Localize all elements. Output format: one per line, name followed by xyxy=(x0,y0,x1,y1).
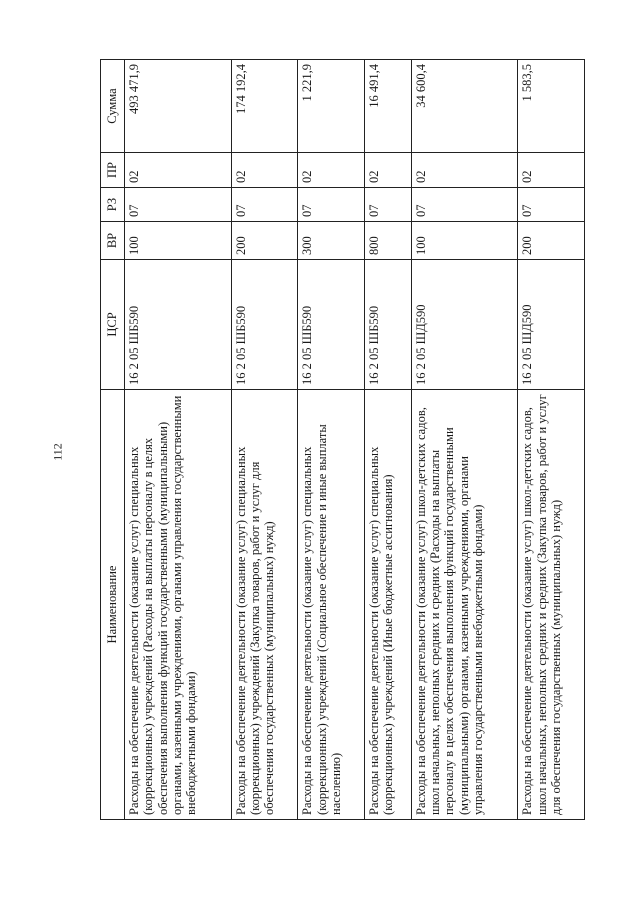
cell-csr: 16 2 05 ШБ590 xyxy=(231,260,298,390)
cell-vr: 100 xyxy=(411,222,518,260)
cell-sum: 34 600,4 xyxy=(411,60,518,153)
cell-csr: 16 2 05 ШБ590 xyxy=(364,260,411,390)
cell-rz: 07 xyxy=(364,188,411,222)
header-vr: ВР xyxy=(101,222,125,260)
cell-pr: 02 xyxy=(231,153,298,188)
cell-name: Расходы на обеспечение деятельности (оказание услуг) специальных (коррекционных) учреждений (Закупка товаров, работ и услуг для обеспечения государственных (муниципальных) нужд) xyxy=(231,390,298,820)
table-row xyxy=(364,60,411,820)
cell-sum: 174 192,4 xyxy=(231,60,298,153)
table-row xyxy=(518,60,585,820)
cell-pr: 02 xyxy=(298,153,365,188)
cell-csr: 16 2 05 ШД590 xyxy=(518,260,585,390)
cell-csr: 16 2 05 ШД590 xyxy=(411,260,518,390)
cell-name: Расходы на обеспечение деятельности (оказание услуг) специальных (коррекционных) учреждений (Расходы на выплаты персоналу в целях обеспечения выполнения функций государственными (муниципальными) органами, казенными учреждениями, органами управления государственными внебюджетными фондами) xyxy=(125,390,232,820)
header-csr: ЦСР xyxy=(101,260,125,390)
cell-name: Расходы на обеспечение деятельности (оказание услуг) специальных (коррекционных) учреждений (Социальное обеспечение и иные выплаты населению) xyxy=(298,390,365,820)
header-pr: ПР xyxy=(101,153,125,188)
cell-name: Расходы на обеспечение деятельности (оказание услуг) школ-детских садов, школ начальных, неполных средних и средних (Закупка товаров, работ и услуг для обеспечения государственных (муниципальных) нужд) xyxy=(518,390,585,820)
cell-csr: 16 2 05 ШБ590 xyxy=(125,260,232,390)
cell-rz: 07 xyxy=(231,188,298,222)
cell-pr: 02 xyxy=(518,153,585,188)
table-header-row xyxy=(101,60,125,820)
table-row xyxy=(411,60,518,820)
cell-sum: 1 221,9 xyxy=(298,60,365,153)
cell-csr: 16 2 05 ШБ590 xyxy=(298,260,365,390)
cell-pr: 02 xyxy=(411,153,518,188)
table-row xyxy=(231,60,298,820)
header-rz: РЗ xyxy=(101,188,125,222)
cell-pr: 02 xyxy=(125,153,232,188)
cell-rz: 07 xyxy=(125,188,232,222)
cell-rz: 07 xyxy=(298,188,365,222)
cell-vr: 200 xyxy=(518,222,585,260)
cell-rz: 07 xyxy=(518,188,585,222)
cell-vr: 200 xyxy=(231,222,298,260)
header-sum: Сумма xyxy=(101,60,125,153)
table-row xyxy=(125,60,232,820)
cell-vr: 800 xyxy=(364,222,411,260)
cell-sum: 16 491,4 xyxy=(364,60,411,153)
cell-sum: 493 471,9 xyxy=(125,60,232,153)
header-name: Наименование xyxy=(101,390,125,820)
table-row xyxy=(298,60,365,820)
cell-rz: 07 xyxy=(411,188,518,222)
cell-name: Расходы на обеспечение деятельности (оказание услуг) школ-детских садов, школ начальных, неполных средних и средних (Расходы на выплаты персоналу в целях обеспечения выполнения функций государственными (муниципальными) органами, казенными учреждениями, органами управления государственными внебюджетными фондами) xyxy=(411,390,518,820)
cell-vr: 100 xyxy=(125,222,232,260)
cell-sum: 1 583,5 xyxy=(518,60,585,153)
cell-name: Расходы на обеспечение деятельности (оказание услуг) специальных (коррекционных) учреждений (Иные бюджетные ассигнования) xyxy=(364,390,411,820)
budget-table xyxy=(100,59,585,820)
cell-vr: 300 xyxy=(298,222,365,260)
budget-table-container xyxy=(100,60,585,820)
cell-pr: 02 xyxy=(364,153,411,188)
page-number: 112 xyxy=(50,443,65,461)
